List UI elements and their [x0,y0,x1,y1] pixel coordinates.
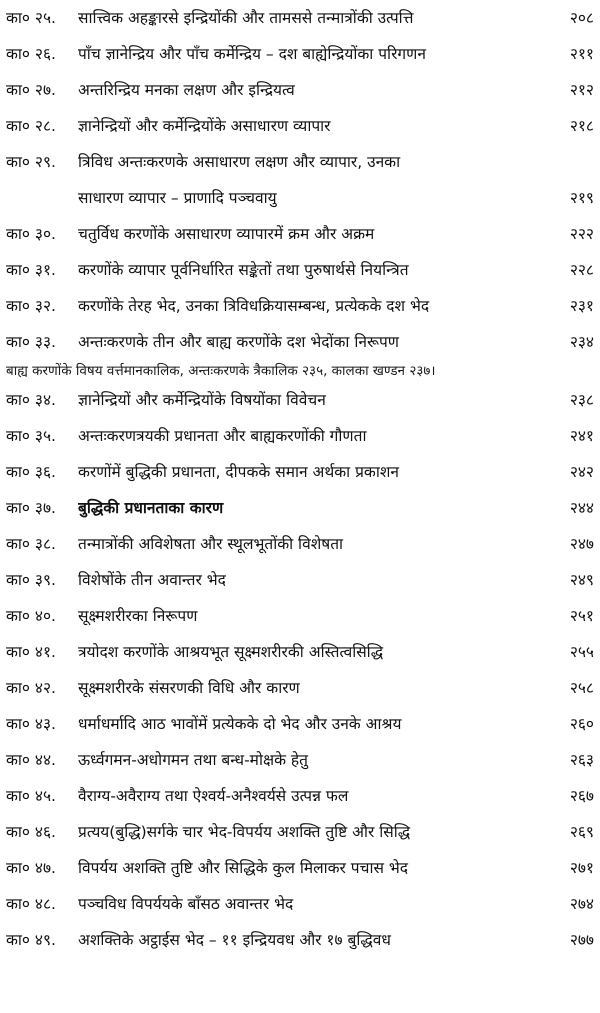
entry-title: ऊर्ध्वगमन-अधोगमन तथा बन्ध-मोक्षके हेतु [78,751,308,769]
toc-line [0,252,600,288]
toc-entry [0,216,600,252]
page-number: २४२ [569,463,594,481]
toc-entry [0,850,600,886]
toc-line [0,490,600,526]
entry-title: ज्ञानेन्द्रियों और कर्मेन्द्रियोंके असाधारण व्यापार [78,117,331,135]
toc-line [0,598,600,634]
toc-line [0,72,600,108]
toc-entry [0,72,600,108]
entry-title: विशेषोंके तीन अवान्तर भेद [78,571,226,589]
toc-line [0,526,600,562]
toc-line [0,922,600,958]
toc-line [0,144,600,180]
page-number: २४४ [569,499,594,517]
toc-entry [0,562,600,598]
toc-line [0,814,600,850]
toc-entry [0,0,600,36]
karika-number: का० ३०. [6,225,56,243]
karika-number: का० ३२. [6,297,56,315]
karika-number: का० ३४. [6,391,56,409]
entry-title: बुद्धिकी प्रधानताका कारण [78,499,224,517]
karika-number: का० ३९. [6,571,56,589]
entry-title: सूक्ष्मशरीरका निरूपण [78,607,198,625]
toc-entry [0,634,600,670]
page-number: २१२ [569,81,594,99]
karika-number: का० ४४. [6,751,56,769]
page-number: २५१ [569,607,594,625]
entry-title: पाँच ज्ञानेन्द्रिय और पाँच कर्मेन्द्रिय – दश बाह्येन्द्रियोंका परिगणन [78,45,426,63]
entry-title: विपर्यय अशक्ति तुष्टि और सिद्धिके कुल मिलाकर पचास भेद [78,859,408,877]
entry-title: अन्तःकरणत्रयकी प्रधानता और बाह्यकरणोंकी गौणता [78,427,367,445]
toc-line [0,108,600,144]
page-number: २०८ [569,9,594,27]
karika-number: का० ४३. [6,715,56,733]
toc-line [0,216,600,252]
karika-number: का० ४१. [6,643,56,661]
karika-number: का० ३७. [6,499,56,517]
toc-line [0,288,600,324]
entry-subnote: बाह्य करणोंके विषय वर्त्तमानकालिक, अन्तःकरणके त्रैकालिक २३५, कालका खण्डन २३७। [6,363,436,379]
toc-entry [0,252,600,288]
page-number: २६० [569,715,594,733]
toc-entry [0,922,600,958]
entry-title: करणोंके व्यापार पूर्वनिर्धारित सङ्केतों तथा पुरुषार्थसे नियन्त्रित [78,261,409,279]
entry-title: अन्तरिन्द्रिय मनका लक्षण और इन्द्रियत्व [78,81,295,99]
toc-line [0,0,600,36]
toc-entry [0,382,600,418]
entry-title: करणोंमें बुद्धिकी प्रधानता, दीपकके समान अर्थका प्रकाशन [78,463,399,481]
karika-number: का० ४८. [6,895,56,913]
page-number: २३१ [569,297,594,315]
toc-entry [0,490,600,526]
page-number: २३८ [569,391,594,409]
toc-line [0,670,600,706]
entry-title: करणोंके तेरह भेद, उनका त्रिविधक्रियासम्बन्ध, प्रत्येकके दश भेद [78,297,430,315]
page-number: २४९ [569,571,594,589]
karika-number: का० ४७. [6,859,56,877]
toc-line [0,324,600,360]
entry-title: धर्माधर्मादि आठ भावोंमें प्रत्येकके दो भेद और उनके आश्रय [78,715,402,733]
entry-title: त्रयोदश करणोंके आश्रयभूत सूक्ष्मशरीरकी अस्तित्वसिद्धि [78,643,384,661]
karika-number: का० ४२. [6,679,56,697]
toc-entry [0,526,600,562]
toc-line [0,742,600,778]
karika-number: का० ३६. [6,463,56,481]
entry-title: पञ्चविध विपर्ययके बाँसठ अवान्तर भेद [78,895,294,913]
toc-line [0,886,600,922]
toc-entry [0,418,600,454]
page-number: २१८ [569,117,594,135]
page-number: २७४ [569,895,594,913]
toc-line [0,634,600,670]
toc-line [0,36,600,72]
page-number: २६७ [569,787,594,805]
page-number: २२२ [569,225,594,243]
karika-number: का० २५. [6,9,56,27]
toc-entry [0,144,600,216]
toc-line [0,706,600,742]
page-number: २७७ [569,931,594,949]
entry-title: चतुर्विध करणोंके असाधारण व्यापारमें क्रम और अक्रम [78,225,375,243]
entry-title: प्रत्यय(बुद्धि)सर्गके चार भेद-विपर्यय अशक्ति तुष्टि और सिद्धि [78,823,411,841]
toc-entry [0,670,600,706]
toc-entry [0,598,600,634]
karika-number: का० २८. [6,117,56,135]
karika-number: का० ३३. [6,333,56,351]
toc-line [0,778,600,814]
karika-number: का० ४०. [6,607,56,625]
entry-title: त्रिविध अन्तःकरणके असाधारण लक्षण और व्यापार, उनका [78,153,401,171]
toc-entry [0,324,600,382]
page-number: २४१ [569,427,594,445]
entry-title: ज्ञानेन्द्रियों और कर्मेन्द्रियोंके विषयोंका विवेचन [78,391,326,409]
page-number: २१९ [569,189,594,207]
toc-entry [0,886,600,922]
toc-entry [0,454,600,490]
page-number: २६३ [569,751,594,769]
karika-number: का० ४५. [6,787,56,805]
toc-line [0,418,600,454]
toc-line [0,850,600,886]
entry-title: वैराग्य-अवैराग्य तथा ऐश्वर्य-अनैश्वर्यसे उत्पन्न फल [78,787,349,805]
karika-number: का० ४६. [6,823,56,841]
page-number: २२८ [569,261,594,279]
toc-entry [0,814,600,850]
karika-number: का० ३८. [6,535,56,553]
page-number: २४७ [569,535,594,553]
karika-number: का० २६. [6,45,56,63]
toc-entry [0,706,600,742]
page-number: २५५ [569,643,594,661]
page-number: २५८ [569,679,594,697]
toc-entry [0,36,600,72]
toc-line [0,454,600,490]
page-number: २७१ [569,859,594,877]
toc-line [0,562,600,598]
karika-number: का० ३१. [6,261,56,279]
toc-entry [0,778,600,814]
toc-entry [0,742,600,778]
page-number: २३४ [569,333,594,351]
toc-entry [0,108,600,144]
entry-title: सूक्ष्मशरीरके संसरणकी विधि और कारण [78,679,300,697]
entry-title-continuation: साधारण व्यापार – प्राणादि पञ्चवायु [78,189,277,207]
toc-entry [0,288,600,324]
entry-title: अन्तःकरणके तीन और बाह्य करणोंके दश भेदोंका निरूपण [78,333,400,351]
karika-number: का० ३५. [6,427,56,445]
karika-number: का० २७. [6,81,56,99]
entry-title: अशक्तिके अट्ठाईस भेद – ११ इन्द्रियवध और १७ बुद्धिवध [78,931,391,949]
entry-title: सात्त्विक अहङ्कारसे इन्द्रियोंकी और तामससे तन्मात्रोंकी उत्पत्ति [78,9,414,27]
toc-line [0,382,600,418]
toc-line-continuation [0,180,600,216]
page-number: २११ [569,45,594,63]
karika-number: का० २९. [6,153,56,171]
page-number: २६९ [569,823,594,841]
entry-title: तन्मात्रोंकी अविशेषता और स्थूलभूतोंकी विशेषता [78,535,344,553]
karika-number: का० ४९. [6,931,56,949]
